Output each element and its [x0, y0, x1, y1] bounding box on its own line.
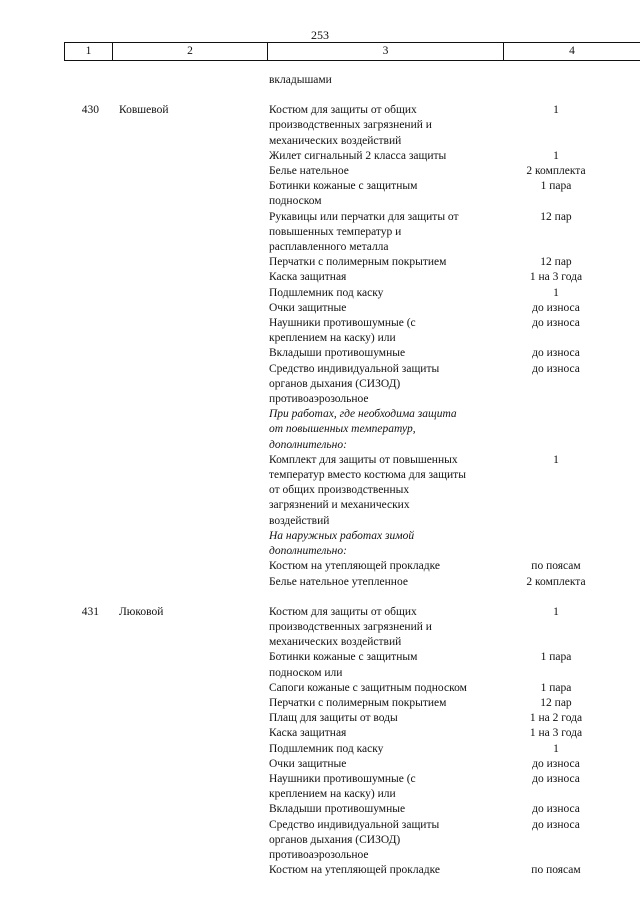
- item-text: повышенных температур и: [269, 225, 402, 238]
- norm-value: [515, 833, 597, 848]
- item-text: механических воздействий: [269, 134, 402, 147]
- header-col-4: 4: [503, 43, 640, 60]
- norm-value: 1 на 2 года: [529, 712, 583, 725]
- item-text: органов дыхания (СИЗОД): [269, 377, 401, 390]
- row-number: [0, 863, 99, 878]
- row-number: [0, 818, 99, 833]
- table-body: [0, 73, 640, 878]
- row-number: [0, 848, 99, 863]
- profession-name: [99, 544, 269, 559]
- item-text: Вкладыши противошумные: [269, 803, 406, 816]
- item-text: Каска защитная: [269, 271, 347, 284]
- norm-value: до износа: [532, 818, 580, 831]
- norm-value: до износа: [532, 803, 580, 816]
- table-row: [0, 210, 640, 225]
- item-text: Подшлемник под каску: [269, 742, 384, 755]
- norm-value: 2 комплекта: [526, 575, 586, 588]
- row-number: [0, 514, 99, 529]
- row-number: 430: [81, 104, 99, 117]
- norm-value: до износа: [532, 317, 580, 330]
- table-row: [0, 818, 640, 833]
- row-number: [0, 468, 99, 483]
- norm-value: [515, 468, 597, 483]
- row-number: [0, 575, 99, 590]
- table-row: [0, 605, 640, 620]
- row-number: [0, 118, 99, 133]
- profession-name: [99, 225, 269, 240]
- table-row: [0, 468, 640, 483]
- profession-name: [99, 331, 269, 346]
- table-row: [0, 362, 640, 377]
- profession-name: [99, 179, 269, 194]
- profession-name: [99, 848, 269, 863]
- row-number: [0, 711, 99, 726]
- item-text: Жилет сигнальный 2 класса защиты: [269, 149, 447, 162]
- norm-value: [515, 392, 597, 407]
- table-row: [0, 392, 640, 407]
- profession-name: [99, 453, 269, 468]
- table-row: [0, 787, 640, 802]
- item-text: механических воздействий: [269, 636, 402, 649]
- norm-value: [515, 498, 597, 513]
- row-number: [0, 362, 99, 377]
- table-row: [0, 529, 640, 544]
- profession-name: [99, 468, 269, 483]
- table-row: [0, 118, 640, 133]
- row-number: [0, 772, 99, 787]
- item-text: Очки защитные: [269, 757, 347, 770]
- item-text: Перчатки с полимерным покрытием: [269, 256, 447, 269]
- row-number: [0, 681, 99, 696]
- row-number: [0, 757, 99, 772]
- row-number: [0, 483, 99, 498]
- item-text: от общих производственных: [269, 484, 410, 497]
- table-row: [0, 270, 640, 285]
- norm-value: [515, 666, 597, 681]
- norm-value: 1 пара: [540, 681, 572, 694]
- table-row: [0, 316, 640, 331]
- norm-value: [515, 240, 597, 255]
- table-row: [0, 575, 640, 590]
- item-text: Белье нательное утепленное: [269, 575, 408, 588]
- table-row: [0, 863, 640, 878]
- table-header: [64, 42, 640, 61]
- item-text: Средство индивидуальной защиты: [269, 362, 440, 375]
- norm-value: [515, 422, 597, 437]
- norm-value: до износа: [532, 772, 580, 785]
- profession-name: Люковой: [119, 605, 164, 618]
- item-text: Плащ для защиты от воды: [269, 712, 398, 725]
- table-row: [0, 164, 640, 179]
- item-text: Ботинки кожаные с защитным: [269, 651, 418, 664]
- table-row: [0, 559, 640, 574]
- row-number: [0, 650, 99, 665]
- profession-name: [99, 392, 269, 407]
- header-col-3: 3: [267, 43, 503, 60]
- norm-value: 1 пара: [540, 180, 572, 193]
- row-number: [0, 422, 99, 437]
- norm-value: [515, 514, 597, 529]
- table-row: [0, 179, 640, 194]
- profession-name: [99, 833, 269, 848]
- table-row: [0, 301, 640, 316]
- header-col-2: 2: [112, 43, 267, 60]
- norm-value: 1 на 3 года: [529, 727, 583, 740]
- item-text: Наушники противошумные (с: [269, 772, 416, 785]
- item-text: Каска защитная: [269, 727, 347, 740]
- item-text: При работах, где необходима защита: [269, 408, 457, 421]
- profession-name: [99, 772, 269, 787]
- norm-value: [515, 787, 597, 802]
- item-text: На наружных работах зимой: [269, 529, 415, 542]
- item-text: Костюм для защиты от общих: [269, 605, 417, 618]
- item-text: Сапоги кожаные с защитным подноском: [269, 681, 467, 694]
- norm-value: 1: [553, 149, 559, 162]
- table-row: [0, 833, 640, 848]
- norm-value: [515, 377, 597, 392]
- norm-value: 1: [553, 453, 559, 466]
- profession-name: [99, 802, 269, 817]
- norm-value: 12 пар: [540, 210, 572, 223]
- item-text: Подшлемник под каску: [269, 286, 384, 299]
- profession-name: [99, 316, 269, 331]
- row-number: [0, 164, 99, 179]
- item-text: расплавленного металла: [269, 241, 389, 254]
- row-spacer: [0, 88, 640, 103]
- item-text: противоаэрозольное: [269, 393, 369, 406]
- norm-value: до износа: [532, 301, 580, 314]
- norm-value: до износа: [532, 362, 580, 375]
- profession-name: [99, 787, 269, 802]
- table-row: [0, 255, 640, 270]
- profession-name: [99, 818, 269, 833]
- norm-value: [515, 544, 597, 559]
- profession-name: [99, 483, 269, 498]
- norm-value: 12 пар: [540, 696, 572, 709]
- row-number: [0, 179, 99, 194]
- page-number: 253: [311, 28, 329, 42]
- row-number: [0, 240, 99, 255]
- norm-value: до износа: [532, 757, 580, 770]
- norm-value: до износа: [532, 347, 580, 360]
- profession-name: [99, 194, 269, 209]
- profession-name: [99, 210, 269, 225]
- profession-name: [99, 711, 269, 726]
- item-text: Костюм на утепляющей прокладке: [269, 864, 440, 877]
- profession-name: [99, 514, 269, 529]
- row-number: [0, 392, 99, 407]
- item-text: креплением на каску) или: [269, 788, 396, 801]
- row-number: [0, 635, 99, 650]
- norm-value: [515, 483, 597, 498]
- table-row: [0, 346, 640, 361]
- row-spacer: [0, 590, 640, 605]
- norm-value: [515, 134, 597, 149]
- item-text: Костюм для защиты от общих: [269, 104, 417, 117]
- item-text: Вкладыши противошумные: [269, 347, 406, 360]
- profession-name: [99, 438, 269, 453]
- item-text: от повышенных температур,: [269, 423, 416, 436]
- norm-value: [515, 407, 597, 422]
- item-text: производственных загрязнений и: [269, 620, 432, 633]
- table-row: [0, 620, 640, 635]
- row-number: [0, 696, 99, 711]
- item-text: Белье нательное: [269, 165, 349, 178]
- table-row: [0, 377, 640, 392]
- row-number: [0, 270, 99, 285]
- row-number: [0, 149, 99, 164]
- row-number: 431: [81, 605, 99, 618]
- profession-name: [99, 529, 269, 544]
- profession-name: [99, 270, 269, 285]
- table-row: [0, 240, 640, 255]
- profession-name: [99, 134, 269, 149]
- table-row: [0, 848, 640, 863]
- norm-value: по поясам: [531, 560, 581, 573]
- profession-name: [99, 498, 269, 513]
- profession-name: Ковшевой: [119, 104, 169, 117]
- profession-name: [99, 149, 269, 164]
- norm-value: [515, 529, 597, 544]
- item-text: воздействий: [269, 514, 330, 527]
- item-text: Средство индивидуальной защиты: [269, 818, 440, 831]
- norm-value: [515, 620, 597, 635]
- norm-value: 2 комплекта: [526, 165, 586, 178]
- table-row: [0, 422, 640, 437]
- table-row: [0, 149, 640, 164]
- table-row: [0, 681, 640, 696]
- norm-value: 1: [553, 104, 559, 117]
- table-row: [0, 498, 640, 513]
- table-row: [0, 772, 640, 787]
- header-col-1: 1: [64, 43, 112, 60]
- profession-name: [99, 118, 269, 133]
- row-number: [0, 377, 99, 392]
- profession-name: [99, 650, 269, 665]
- table-row: [0, 726, 640, 741]
- item-text: органов дыхания (СИЗОД): [269, 833, 401, 846]
- table-row: [0, 514, 640, 529]
- profession-name: [99, 407, 269, 422]
- item-text: подноском или: [269, 666, 343, 679]
- profession-name: [99, 377, 269, 392]
- row-number: [0, 498, 99, 513]
- profession-name: [99, 559, 269, 574]
- table-row: [0, 635, 640, 650]
- norm-value: [515, 848, 597, 863]
- table-row: [0, 407, 640, 422]
- item-text: Очки защитные: [269, 301, 347, 314]
- row-number: [0, 331, 99, 346]
- table-row: [0, 742, 640, 757]
- profession-name: [99, 286, 269, 301]
- profession-name: [99, 863, 269, 878]
- norm-value: 1: [553, 605, 559, 618]
- row-number: [0, 833, 99, 848]
- table-row: [0, 194, 640, 209]
- row-number: [0, 726, 99, 741]
- profession-name: [99, 362, 269, 377]
- table-row: [0, 650, 640, 665]
- table-row: [0, 711, 640, 726]
- row-number: [0, 316, 99, 331]
- norm-value: [515, 225, 597, 240]
- item-text: дополнительно:: [269, 438, 347, 451]
- item-text: противоаэрозольное: [269, 848, 369, 861]
- item-text: Наушники противошумные (с: [269, 317, 416, 330]
- table-row: [0, 757, 640, 772]
- row-number: [0, 407, 99, 422]
- item-text: вкладышами: [269, 74, 332, 86]
- row-number: [0, 225, 99, 240]
- table-row: [0, 225, 640, 240]
- row-number: [0, 301, 99, 316]
- norm-value: [515, 331, 597, 346]
- row-number: [0, 438, 99, 453]
- norm-value: 1: [553, 742, 559, 755]
- row-number: [0, 286, 99, 301]
- item-text: Костюм на утепляющей прокладке: [269, 560, 440, 573]
- row-number: [0, 620, 99, 635]
- row-number: [0, 666, 99, 681]
- item-text: Рукавицы или перчатки для защиты от: [269, 210, 459, 223]
- item-text: подноском: [269, 195, 322, 208]
- row-number: [0, 194, 99, 209]
- table-row: [0, 544, 640, 559]
- profession-name: [99, 73, 269, 88]
- norm-value: [515, 635, 597, 650]
- row-number: [0, 742, 99, 757]
- item-text: дополнительно:: [269, 545, 347, 558]
- row-number: [0, 453, 99, 468]
- item-text: Комплект для защиты от повышенных: [269, 453, 458, 466]
- row-number: [0, 787, 99, 802]
- profession-name: [99, 240, 269, 255]
- norm-value: 1 на 3 года: [529, 271, 583, 284]
- table-row: [0, 802, 640, 817]
- table-row: [0, 331, 640, 346]
- profession-name: [99, 301, 269, 316]
- item-text: производственных загрязнений и: [269, 119, 432, 132]
- norm-value: [515, 118, 597, 133]
- profession-name: [99, 346, 269, 361]
- profession-name: [99, 422, 269, 437]
- profession-name: [99, 635, 269, 650]
- profession-name: [99, 726, 269, 741]
- norm-value: 12 пар: [540, 256, 572, 269]
- profession-name: [99, 681, 269, 696]
- norm-value: [515, 73, 597, 88]
- profession-name: [99, 620, 269, 635]
- norm-value: 1 пара: [540, 651, 572, 664]
- row-number: [0, 134, 99, 149]
- profession-name: [99, 164, 269, 179]
- profession-name: [99, 255, 269, 270]
- profession-name: [99, 666, 269, 681]
- table-row: [0, 696, 640, 711]
- row-number: [0, 802, 99, 817]
- norm-value: по поясам: [531, 864, 581, 877]
- row-number: [0, 559, 99, 574]
- norm-value: [515, 194, 597, 209]
- norm-value: 1: [553, 286, 559, 299]
- row-number: [0, 346, 99, 361]
- row-number: [0, 544, 99, 559]
- row-number: [0, 73, 99, 88]
- item-text: Ботинки кожаные с защитным: [269, 180, 418, 193]
- profession-name: [99, 742, 269, 757]
- table-row: [0, 286, 640, 301]
- profession-name: [99, 757, 269, 772]
- profession-name: [99, 575, 269, 590]
- profession-name: [99, 696, 269, 711]
- table-row: [0, 453, 640, 468]
- table-row: [0, 438, 640, 453]
- table-row: [0, 103, 640, 118]
- norm-value: [515, 438, 597, 453]
- item-text: креплением на каску) или: [269, 332, 396, 345]
- row-number: [0, 210, 99, 225]
- table-row: [0, 134, 640, 149]
- row-number: [0, 255, 99, 270]
- item-text: температур вместо костюма для защиты: [269, 469, 466, 482]
- item-text: загрязнений и механических: [269, 499, 410, 512]
- item-text: Перчатки с полимерным покрытием: [269, 696, 447, 709]
- row-number: [0, 529, 99, 544]
- table-row: [0, 483, 640, 498]
- table-row: [0, 73, 640, 88]
- table-row: [0, 666, 640, 681]
